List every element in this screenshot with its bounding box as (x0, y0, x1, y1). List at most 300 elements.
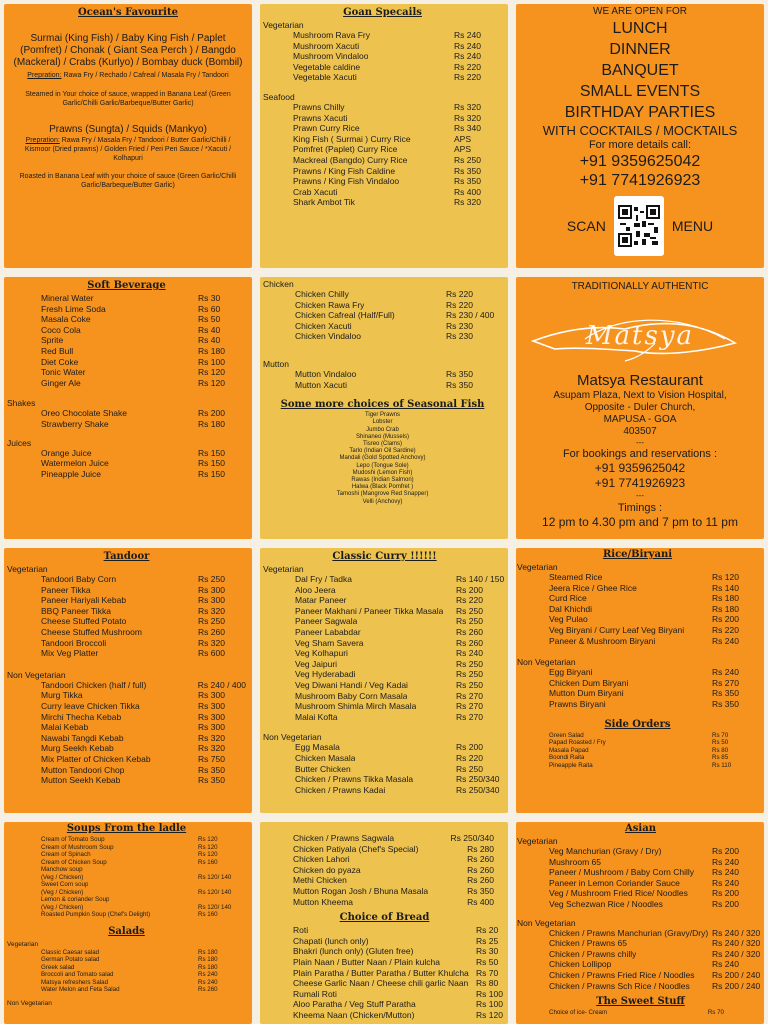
phone-1[interactable]: +91 9359625042 (579, 153, 701, 170)
item-name: Roti (293, 925, 309, 936)
menu-item (41, 690, 246, 701)
item-name: Pineapple Raita (549, 761, 593, 769)
item-name: BBQ Paneer Tikka (41, 605, 111, 616)
menu-item (293, 844, 494, 855)
seasonal-fish-list (263, 412, 502, 506)
section-label: Shakes (7, 398, 36, 409)
item-price: Rs 140 (712, 582, 739, 593)
menu-label: MENU (671, 218, 714, 234)
item-price: Rs 350 (198, 775, 225, 786)
item-name: Masala Papad (549, 746, 589, 754)
item-price: Rs 350 (712, 698, 739, 709)
menu-item (549, 981, 764, 992)
panel-title: Soups From the ladle (66, 823, 187, 834)
item-name: Veg Sham Savera (295, 637, 364, 648)
item-price: Rs 300 (198, 722, 225, 733)
item-name: Prawns Xacuti (293, 112, 348, 123)
item-name: Cheese Stuffed Mushroom (41, 626, 142, 637)
more-curry-list (263, 833, 506, 907)
menu-item (41, 712, 246, 723)
menu-item (41, 956, 246, 964)
tagline: TRADITIONALLY AUTHENTIC (571, 281, 709, 292)
item-price: Rs 280 (467, 843, 494, 854)
item-name: Oreo Chocolate Shake (41, 408, 127, 419)
menu-item (41, 733, 246, 744)
menu-item (41, 680, 246, 691)
goan-seafood-list (263, 102, 502, 208)
item-price: Rs 300 (198, 711, 225, 722)
curry-bread-panel (260, 822, 508, 1024)
oceans-favourite-panel (4, 4, 252, 268)
item-name: Chicken Patiyala (Chef's Special) (293, 843, 419, 854)
address-line: Opposite - Duler Church, (584, 402, 696, 413)
tandoor-veg-list (7, 574, 246, 659)
rice-nonveg-list (517, 667, 758, 709)
menu-item (41, 964, 246, 972)
classic-curry-panel (260, 548, 508, 813)
item-name: Pineapple Juice (41, 468, 102, 479)
shakes-list (7, 408, 246, 429)
menu-item (293, 41, 502, 52)
item-name: Chicken Lahori (293, 854, 350, 865)
menu-item (295, 574, 506, 585)
item-name: Chicken / Prawns Tikka Masala (295, 774, 414, 785)
section-label: Non Vegetarian (517, 917, 576, 928)
item-price: Rs 350 (712, 688, 739, 699)
item-price: Rs 60 (198, 303, 221, 314)
item-name: Mutton Seekh Kebab (41, 775, 121, 786)
section-label: Non Vegetarian (7, 669, 66, 680)
menu-item (293, 176, 502, 187)
item-name: Murg Seekh Kebab (41, 743, 114, 754)
item-price: Rs 600 (198, 648, 225, 659)
menu-item (41, 367, 246, 378)
item-price: Rs 240 (454, 30, 481, 40)
item-name: Boondi Raita (549, 754, 585, 762)
item-price: Rs 250 (456, 658, 483, 669)
address-line: Asupam Plaza, Next to Vision Hospital, (553, 390, 727, 401)
item-name: Veg / Mushroom Fried Rice/ Noodles (549, 888, 688, 899)
item-name: Chicken / Prawns Sagwala (293, 833, 395, 843)
item-price: Rs 80 (712, 746, 729, 754)
item-name: (Veg / Chicken) (41, 888, 84, 896)
menu-item (295, 712, 506, 723)
item-name: Mackreal (Bangdo) Curry Rice (293, 154, 408, 165)
item-name: Tandoori Chicken (half / full) (41, 679, 147, 690)
item-name: Chicken / Prawns chilly (549, 948, 637, 959)
item-price: Rs 180 (198, 345, 225, 356)
item-name: Rumali Roti (293, 988, 337, 999)
menu-item (549, 1009, 724, 1017)
section-label: Vegetarian (517, 562, 558, 572)
side-orders-list (517, 732, 758, 770)
item-name: Butter Chicken (295, 763, 351, 774)
menu-item (295, 321, 502, 332)
menu-item (293, 30, 502, 41)
item-name: Mutton Tandoori Chop (41, 764, 125, 775)
menu-item (41, 743, 246, 754)
item-price: Rs 320 (198, 732, 225, 743)
menu-item (295, 764, 506, 775)
item-price: Rs 50 (712, 739, 729, 747)
menu-item (293, 134, 502, 145)
item-name: Crab Xacuti (293, 186, 338, 197)
asian-panel (516, 822, 764, 1024)
small-events-label: SMALL EVENTS (579, 83, 701, 100)
menu-item (41, 896, 246, 904)
qr-code-icon[interactable] (614, 196, 664, 256)
item-price: Rs 180 (198, 418, 225, 429)
menu-item (549, 625, 758, 636)
item-name: Chicken Chilly (295, 289, 349, 299)
panel-title: Asian (625, 823, 656, 834)
logo-text: Matsya (585, 321, 695, 351)
goan-veg-list (263, 30, 502, 83)
item-price: Rs 120 (198, 843, 218, 851)
menu-item (293, 1010, 506, 1021)
item-price: Rs 250/340 (450, 833, 494, 843)
item-name: Paneer Makhani / Paneer Tikka Masala (295, 605, 444, 616)
menu-item (549, 857, 764, 868)
item-price: Rs 120/ 140 (198, 903, 232, 911)
item-price: Rs 260 (456, 626, 483, 637)
seasonal-fish-item: Shinaneo (Mussels) (355, 433, 410, 440)
item-price: Rs 220 (446, 289, 473, 299)
item-name: Water Melon and Feta Salad (41, 986, 120, 993)
section-label: Seafood (263, 91, 295, 102)
item-name: Fresh Lime Soda (41, 303, 106, 314)
item-name: Sweet Corn soup (41, 881, 89, 888)
item-price: Rs 340 (454, 123, 481, 134)
beverage-list (7, 293, 246, 388)
menu-item (293, 897, 494, 908)
item-name: Malai Kebab (41, 722, 89, 733)
fish-list: Surmai (King Fish) / Baby King Fish / Paplet (Pomfret) / Chonak ( Giant Sea Perch ) / Bangdo (Mackeral) / Crabs (Kurlyo) / Bombay duck (Bombil) (13, 33, 243, 68)
item-price: Rs 400 (467, 896, 494, 907)
item-price: Rs 250 (198, 616, 225, 627)
menu-item (41, 911, 246, 919)
item-price: Rs 250 (454, 154, 481, 165)
item-price: Rs 240 / 320 (712, 948, 761, 959)
cocktails-label: WITH COCKTAILS / MOCKTAILS (542, 123, 738, 138)
item-name: Veg Schezwan Rice / Noodles (549, 898, 663, 909)
menu-item (41, 408, 246, 419)
item-name: Diet Coke (41, 356, 79, 367)
item-price (198, 896, 246, 904)
item-price: Rs 120 (198, 836, 218, 843)
item-price: Rs 240 (712, 635, 739, 646)
item-name: Mutton Dum Biryani (549, 688, 624, 699)
item-name: Veg Biryani / Curry Leaf Veg Biryani (549, 624, 685, 635)
item-name: Matar Paneer (295, 595, 347, 606)
menu-item (549, 928, 764, 939)
item-name: Mushroom Xacuti (293, 40, 360, 51)
item-price: Rs 240 (712, 667, 739, 678)
menu-item (41, 314, 246, 325)
menu-item (293, 925, 506, 936)
item-name: Jeera Rice / Ghee Rice (549, 582, 637, 593)
menu-item (293, 62, 502, 73)
menu-item (549, 899, 764, 910)
item-price: Rs 70 (476, 967, 499, 978)
item-price: Rs 250 (456, 679, 483, 690)
seasonal-fish-item: Mandali (Gold Spotted Anchovy) (339, 455, 426, 462)
menu-item (41, 866, 246, 874)
phone-2[interactable]: +91 7741926923 (594, 476, 686, 490)
item-price: Rs 240 (198, 971, 218, 978)
birthday-label: BIRTHDAY PARTIES (564, 104, 716, 121)
item-name: Veg Pulao (549, 614, 588, 625)
menu-item (41, 585, 246, 596)
menu-item (549, 747, 758, 755)
item-price: Rs 200 / 240 (712, 969, 761, 980)
matsya-logo (520, 299, 760, 369)
menu-item (41, 606, 246, 617)
scan-label: SCAN (566, 218, 606, 234)
seasonal-fish-item: Rawas (Indian Salmon) (351, 476, 414, 483)
item-price: Rs 250/340 (456, 774, 500, 785)
item-price: Rs 260 (467, 875, 494, 886)
phone-1[interactable]: +91 9359625042 (594, 461, 686, 475)
item-name: Dal Khichdi (549, 603, 592, 614)
menu-item (293, 113, 502, 124)
item-price: Rs 240 / 320 (712, 938, 761, 949)
item-name: Roasted Pumpkin Soup (Chef's Delight) (41, 911, 151, 918)
item-price: Rs 350 (446, 368, 473, 379)
side-orders-title: Side Orders (604, 718, 671, 730)
menu-item (41, 765, 246, 776)
menu-item (295, 785, 506, 796)
menu-item (549, 667, 758, 678)
section-label: Vegetarian (517, 836, 558, 846)
item-name: Chicken Masala (295, 752, 356, 763)
seasonal-fish-item: Tarlo (Indian Oil Sardine) (349, 448, 416, 455)
menu-item (295, 774, 506, 785)
menu-item (549, 732, 758, 740)
item-price: Rs 160 (198, 858, 218, 866)
panel-title: Ocean's Favourite (78, 7, 178, 18)
menu-item (549, 593, 758, 604)
menu-item (549, 970, 764, 981)
seasonal-fish-item: Mudoshi (Lemon Fish) (352, 469, 413, 476)
restaurant-info-panel (516, 277, 764, 539)
item-price: Rs 230 (446, 320, 473, 331)
item-price: Rs 200 (456, 584, 483, 595)
bookings-label: For bookings and reservations : (562, 448, 718, 460)
menu-item (41, 469, 246, 480)
item-price: Rs 270 (456, 701, 483, 712)
menu-item (549, 878, 764, 889)
item-price: Rs 220 (456, 595, 483, 606)
menu-item (293, 833, 494, 844)
item-price: Rs 220 (454, 72, 481, 83)
item-price: Rs 200 (712, 614, 739, 625)
menu-item (41, 458, 246, 469)
item-price: Rs 250 (456, 616, 483, 627)
menu-item (549, 604, 758, 615)
item-price: Rs 260 (467, 864, 494, 875)
juices-list (7, 448, 246, 480)
menu-item (41, 986, 246, 994)
item-name: Chicken Lollipop (549, 959, 612, 970)
menu-item (41, 979, 246, 987)
seasonal-fish-item: Lobster (372, 419, 393, 426)
mutton-list (263, 369, 502, 390)
menu-item (41, 722, 246, 733)
item-price: Rs 120/ 140 (198, 888, 232, 896)
menu-item (295, 595, 506, 606)
item-name: (Veg / Chicken) (41, 873, 84, 881)
item-name: Prawn Curry Rice (293, 123, 360, 134)
menu-item (293, 144, 502, 155)
menu-item (295, 753, 506, 764)
item-name: Mushroom Shimla Mirch Masala (295, 701, 417, 712)
menu-item (295, 616, 506, 627)
item-name: Mutton Rogan Josh / Bhuna Masala (293, 885, 429, 896)
seasonal-fish-item: Jumbo Crab (366, 426, 399, 433)
item-price: Rs 50 (198, 314, 221, 325)
menu-item (41, 701, 246, 712)
item-name: Paneer Hariyali Kebab (41, 595, 127, 606)
item-price: Rs 240 (712, 856, 739, 867)
menu-item (293, 886, 494, 897)
item-name: Chicken Vindaloo (295, 331, 361, 342)
item-name: Vegetable caldine (293, 61, 361, 72)
menu-item (295, 627, 506, 638)
seasonal-fish-item: Tisreo (Clams) (362, 440, 403, 447)
item-price: APS (454, 144, 472, 155)
menu-item (293, 155, 502, 166)
item-price: Rs 300 (198, 595, 225, 606)
panel-title: Goan Specails (343, 7, 422, 18)
menu-item (549, 614, 758, 625)
item-name: Cheese Stuffed Potato (41, 616, 127, 627)
item-price: Rs 180 (198, 963, 218, 971)
menu-item (41, 574, 246, 585)
phone-2[interactable]: +91 7741926923 (579, 172, 701, 189)
item-price: Rs 70 (707, 1009, 724, 1017)
menu-item (293, 166, 502, 177)
open-for-label: WE ARE OPEN FOR (593, 6, 687, 17)
item-price: Rs 260 (467, 854, 494, 865)
item-price: Rs 120 (198, 367, 225, 378)
menu-item (41, 836, 246, 844)
item-name: Sprite (41, 335, 64, 346)
item-price (198, 866, 246, 874)
item-price: Rs 270 (712, 677, 739, 688)
restaurant-name: Matsya Restaurant (577, 372, 703, 389)
menu-item (549, 739, 758, 747)
curry-veg-list (263, 574, 506, 722)
seasonal-title: Some more choices of Seasonal Fish (280, 399, 485, 411)
menu-item (41, 335, 246, 346)
timings-label: Timings : (617, 502, 663, 514)
goan-specials-panel (260, 4, 508, 268)
item-name: Egg Biryani (549, 667, 593, 678)
salads-list (7, 949, 246, 994)
menu-item (293, 854, 494, 865)
dinner-label: DINNER (609, 41, 671, 58)
item-price: Rs 400 (454, 186, 481, 197)
item-name: Steamed Rice (549, 572, 603, 582)
seasonal-fish-item: Tamoshi (Mangrove Red Snapper) (336, 491, 429, 498)
section-label: Vegetarian (7, 564, 48, 574)
menu-item (293, 978, 506, 989)
item-price: Rs 150 (198, 447, 225, 458)
seasonal-fish-item: Tiger Prawns (364, 412, 401, 419)
soups-salads-panel (4, 822, 252, 1024)
item-name: Bhakri (lunch only) (Gluten free) (293, 946, 414, 957)
menu-item (41, 595, 246, 606)
item-price: Rs 200 (712, 898, 739, 909)
menu-item (41, 616, 246, 627)
item-price: Rs 120 (476, 1009, 503, 1020)
menu-item (41, 378, 246, 389)
item-price: Rs 240 (198, 978, 218, 986)
item-price: Rs 260 (198, 986, 218, 993)
menu-item (41, 627, 246, 638)
item-price: Rs 260 (198, 626, 225, 637)
item-price: Rs 220 (454, 61, 481, 72)
item-name: German Potato salad (41, 956, 100, 963)
item-price: Rs 240 / 400 (197, 679, 246, 690)
item-price: Rs 240 (712, 959, 739, 970)
item-name: Cheese Garlic Naan / Cheese chili garlic Naan (293, 978, 469, 989)
menu-item (295, 380, 502, 391)
chicken-list (263, 289, 502, 342)
item-name: Broccoli and Tomato salad (41, 971, 114, 978)
bread-title: Choice of Bread (339, 912, 430, 924)
item-name: Masala Coke (41, 314, 91, 325)
item-name: Orange Juice (41, 447, 92, 458)
item-name: Coco Cola (41, 324, 81, 335)
item-name: Matsya refreshers Salad (41, 978, 109, 986)
item-name: Greek salad (41, 963, 75, 971)
item-price: Rs 120/ 140 (198, 873, 232, 881)
item-name: Chicken / Prawns 65 (549, 938, 627, 949)
soft-beverage-panel (4, 277, 252, 539)
item-price: Rs 40 (198, 324, 221, 335)
item-name: Lemon & coriander Soup (41, 896, 110, 903)
menu-item (293, 72, 502, 83)
menu-item (295, 638, 506, 649)
section-label: Vegetarian (263, 20, 304, 30)
item-name: Paneer & Mushroom Biryani (549, 635, 656, 646)
section-label: Non Vegetarian (263, 732, 322, 743)
item-price: Rs 70 (712, 731, 729, 739)
item-name: Chicken do pyaza (293, 864, 361, 875)
item-price: Rs 80 (476, 978, 499, 989)
item-name: Veg Hyderabadi (295, 669, 356, 680)
menu-item (41, 293, 246, 304)
item-price: Rs 220 (446, 299, 473, 310)
item-name: Aloo Paratha / Veg Stuff Paratha (293, 999, 416, 1010)
item-name: Chicken / Prawns Kadai (295, 784, 386, 795)
item-name: King Fish ( Surmai ) Curry Rice (293, 133, 411, 144)
menu-item (293, 875, 494, 886)
item-name: Strawberry Shake (41, 418, 109, 429)
item-name: Curry leave Chicken Tikka (41, 700, 140, 711)
menu-item (549, 949, 764, 960)
item-price: Rs 240 (454, 51, 481, 62)
item-price: Rs 320 (454, 101, 481, 112)
panel-title: Soft Beverage (87, 280, 166, 291)
item-name: Red Bull (41, 345, 74, 356)
item-price: Rs 220 (456, 752, 483, 763)
menu-item (41, 419, 246, 430)
item-price: Rs 50 (476, 956, 499, 967)
menu-item (41, 648, 246, 659)
